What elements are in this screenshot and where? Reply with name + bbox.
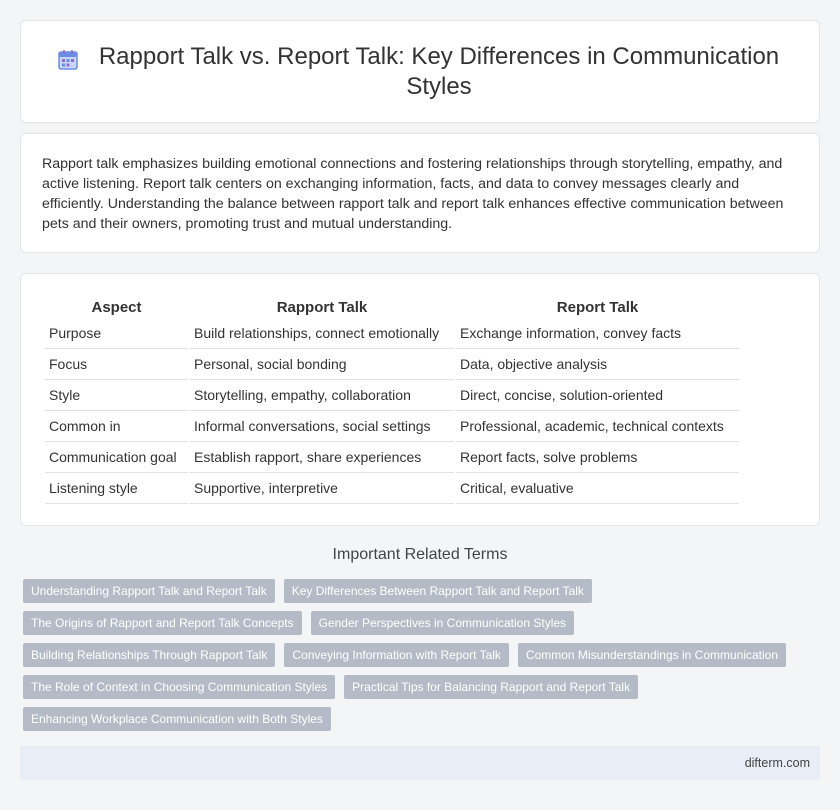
cell-report: Direct, concise, solution-oriented xyxy=(456,380,739,411)
footer-site-name: difterm.com xyxy=(744,756,810,770)
cell-report: Report facts, solve problems xyxy=(456,442,739,473)
cell-aspect: Style xyxy=(45,380,188,411)
cell-rapport: Personal, social bonding xyxy=(190,349,454,380)
related-term-link[interactable]: Conveying Information with Report Talk xyxy=(284,643,509,667)
related-term-link[interactable]: Understanding Rapport Talk and Report Talk xyxy=(23,579,275,603)
related-term-link[interactable]: Common Misunderstandings in Communication xyxy=(518,643,786,667)
comparison-table xyxy=(43,296,741,504)
cell-report: Exchange information, convey facts xyxy=(456,318,739,349)
related-term-link[interactable]: Building Relationships Through Rapport Talk xyxy=(23,643,275,667)
cell-report: Critical, evaluative xyxy=(456,473,739,504)
header-card xyxy=(20,20,820,123)
table-header-row xyxy=(45,296,739,318)
cell-rapport: Supportive, interpretive xyxy=(190,473,454,504)
related-term-link[interactable]: Practical Tips for Balancing Rapport and Report Talk xyxy=(344,675,638,699)
intro-paragraph: Rapport talk emphasizes building emotional connections and fostering relationships through storytelling, empathy, and active listening. Report talk centers on exchanging information, facts, and data to convey messages clearly and efficiently. Understanding the balance between rapport talk and report talk enhances effective communication between pets and their owners, promoting trust and mutual understanding. xyxy=(42,156,784,232)
related-term-link[interactable]: Enhancing Workplace Communication with Both Styles xyxy=(23,707,331,731)
related-term-link[interactable]: Gender Perspectives in Communication Styles xyxy=(311,611,574,635)
table-row xyxy=(45,349,739,380)
cell-report: Data, objective analysis xyxy=(456,349,739,380)
related-terms-title: Important Related Terms xyxy=(332,546,508,563)
intro-card xyxy=(20,133,820,253)
table-row xyxy=(45,442,739,473)
table-row xyxy=(45,318,739,349)
cell-aspect: Purpose xyxy=(45,318,188,349)
comparison-card xyxy=(20,273,820,526)
cell-rapport: Establish rapport, share experiences xyxy=(190,442,454,473)
table-row xyxy=(45,380,739,411)
header-aspect: Aspect xyxy=(91,298,142,316)
cell-report: Professional, academic, technical contexts xyxy=(456,411,739,442)
cell-aspect: Focus xyxy=(45,349,188,380)
header-rapport-talk: Rapport Talk xyxy=(276,298,368,316)
page-title: Rapport Talk vs. Report Talk: Key Differences in Communication Styles xyxy=(98,42,780,100)
header-report-talk: Report Talk xyxy=(556,298,639,316)
table-row xyxy=(45,473,739,504)
table-row xyxy=(45,411,739,442)
calendar-icon xyxy=(56,48,80,72)
cell-rapport: Informal conversations, social settings xyxy=(190,411,454,442)
related-term-link[interactable]: Key Differences Between Rapport Talk and Report Talk xyxy=(284,579,592,603)
cell-aspect: Communication goal xyxy=(45,442,188,473)
footer xyxy=(20,746,820,780)
cell-aspect: Listening style xyxy=(45,473,188,504)
related-term-link[interactable]: The Origins of Rapport and Report Talk Concepts xyxy=(23,611,302,635)
related-terms-list xyxy=(23,579,813,731)
cell-rapport: Storytelling, empathy, collaboration xyxy=(190,380,454,411)
title-wrap xyxy=(50,42,790,102)
cell-rapport: Build relationships, connect emotionally xyxy=(190,318,454,349)
related-term-link[interactable]: The Role of Context in Choosing Communication Styles xyxy=(23,675,335,699)
cell-aspect: Common in xyxy=(45,411,188,442)
